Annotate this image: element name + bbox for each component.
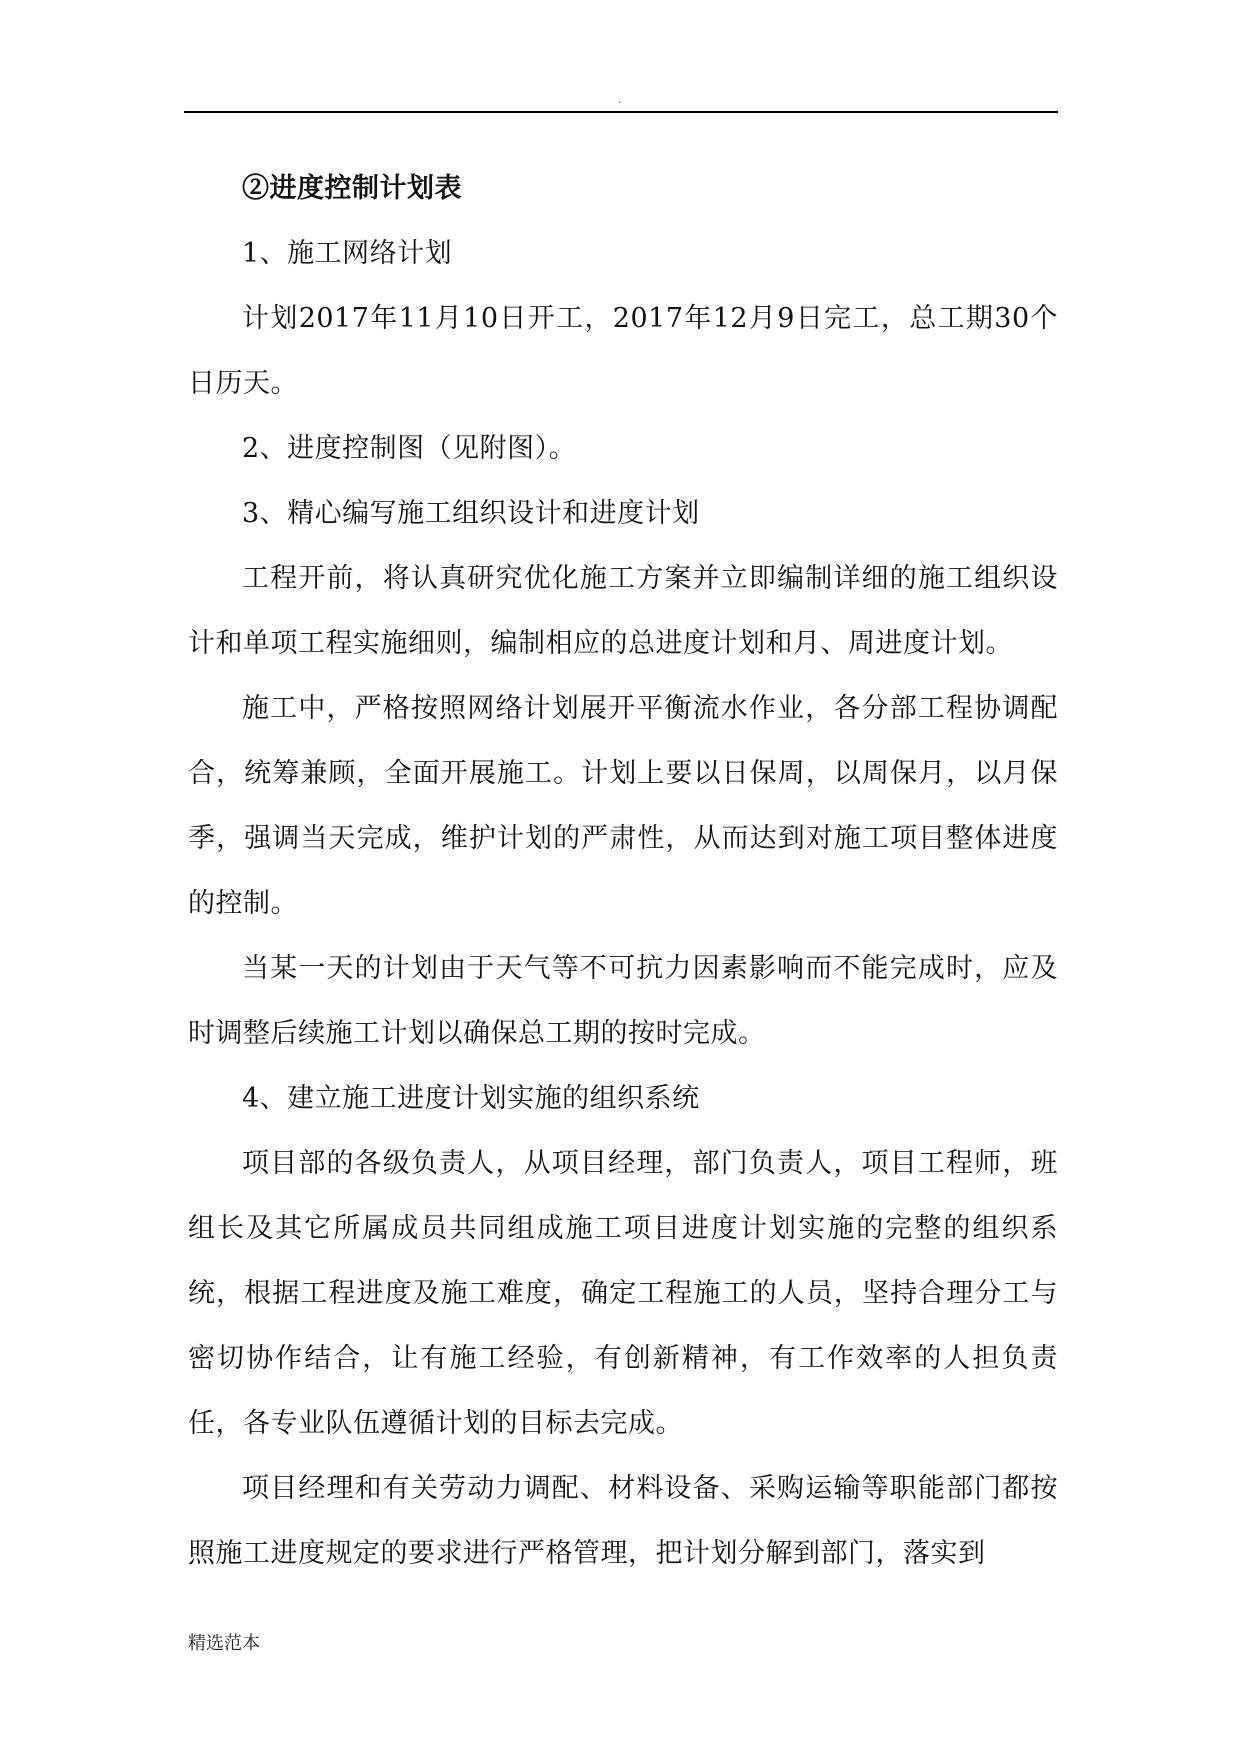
- paragraph-8: 4、建立施工进度计划实施的组织系统: [242, 1083, 700, 1114]
- footer-text: 精选范本: [188, 1633, 260, 1654]
- paragraph-2: 计划2017年11月10日开工，2017年12月9日完工，总工期30个日历天。: [188, 303, 1058, 399]
- paragraph-3: 2、进度控制图（见附图）。: [242, 433, 577, 464]
- paragraph-9: 项目部的各级负责人，从项目经理，部门负责人，项目工程师，班组长及其它所属成员共同组成施工项目进度计划实施的完整的组织系统，根据工程进度及施工难度，确定工程施工的人员，坚持合理分工与密切协作结合，让有施工经验，有创新精神，有工作效率的人担负责任，各专业队伍遵循计划的目标去完成。: [188, 1148, 1058, 1439]
- paragraph-7: 当某一天的计划由于天气等不可抗力因素影响而不能完成时，应及时调整后续施工计划以确保总工期的按时完成。: [188, 953, 1058, 1049]
- paragraph-1: 1、施工网络计划: [242, 238, 453, 269]
- paragraph-6: 施工中，严格按照网络计划展开平衡流水作业，各分部工程协调配合，统筹兼顾，全面开展施工。计划上要以日保周，以周保月，以月保季，强调当天完成，维护计划的严肃性，从而达到对施工项目整体进度的控制。: [188, 693, 1058, 919]
- section-title: ②进度控制计划表: [242, 173, 462, 204]
- header-rule: [184, 111, 1058, 113]
- header-mark: .: [618, 95, 622, 106]
- paragraph-10: 项目经理和有关劳动力调配、材料设备、采购运输等职能部门都按照施工进度规定的要求进行严格管理，把计划分解到部门，落实到: [188, 1473, 1058, 1569]
- document-body: [188, 156, 1058, 1586]
- paragraph-5: 工程开前，将认真研究优化施工方案并立即编制详细的施工组织设计和单项工程实施细则，编制相应的总进度计划和月、周进度计划。: [188, 563, 1058, 659]
- paragraph-4: 3、精心编写施工组织设计和进度计划: [242, 498, 700, 529]
